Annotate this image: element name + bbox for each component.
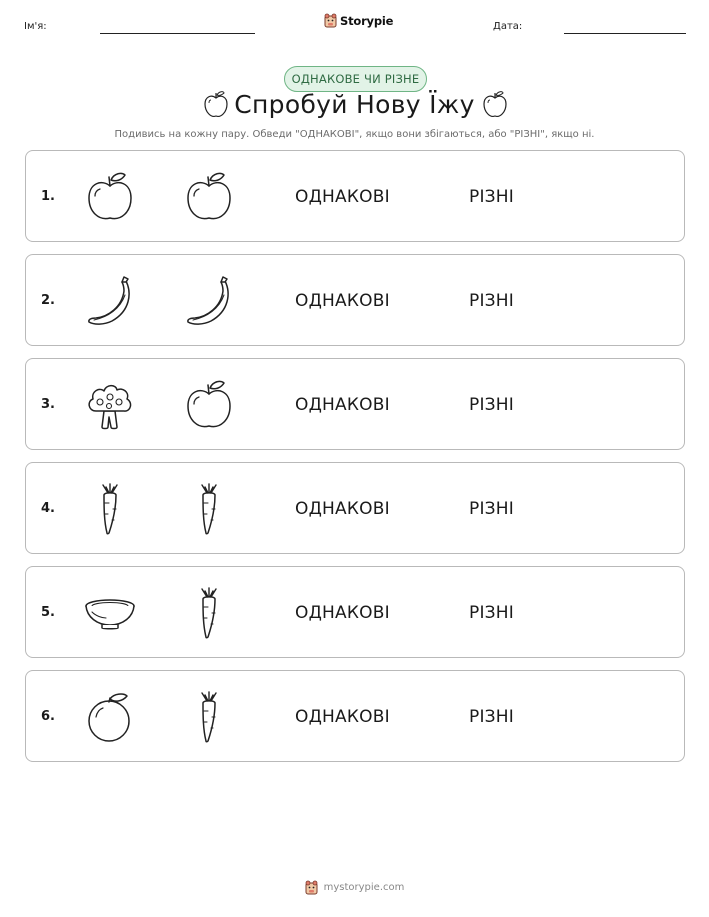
row-number: 1.	[41, 189, 55, 204]
apple-icon	[181, 377, 237, 433]
name-line[interactable]	[100, 33, 255, 34]
option-different[interactable]: РІЗНІ	[469, 499, 514, 519]
option-different[interactable]: РІЗНІ	[469, 603, 514, 623]
option-different[interactable]: РІЗНІ	[469, 291, 514, 311]
name-label: Ім'я:	[24, 21, 47, 32]
brand-logo	[324, 13, 393, 28]
footer	[0, 880, 709, 895]
apple-icon	[181, 169, 237, 225]
carrot-icon	[181, 585, 237, 641]
page-title: Спробуй Нову Їжу	[234, 90, 475, 119]
broccoli-icon	[82, 377, 138, 433]
exercise-row-1	[25, 150, 685, 242]
orange-icon	[82, 689, 138, 745]
exercise-row-3	[25, 358, 685, 450]
row-number: 5.	[41, 605, 55, 620]
brand-name: Storypie	[340, 13, 394, 28]
bear-logo-icon	[305, 880, 318, 895]
option-different[interactable]: РІЗНІ	[469, 707, 514, 727]
apple-icon	[481, 90, 509, 120]
worksheet-type-badge: ОДНАКОВЕ ЧИ РІЗНЕ	[284, 66, 427, 92]
exercise-row-2	[25, 254, 685, 346]
date-label: Дата:	[493, 21, 523, 32]
row-number: 4.	[41, 501, 55, 516]
option-same[interactable]: ОДНАКОВІ	[295, 499, 390, 519]
option-different[interactable]: РІЗНІ	[469, 395, 514, 415]
option-same[interactable]: ОДНАКОВІ	[295, 603, 390, 623]
banana-icon	[181, 273, 237, 329]
option-same[interactable]: ОДНАКОВІ	[295, 707, 390, 727]
option-different[interactable]: РІЗНІ	[469, 187, 514, 207]
bowl-icon	[82, 585, 138, 641]
apple-icon	[82, 169, 138, 225]
carrot-icon	[181, 481, 237, 537]
bear-logo-icon	[324, 13, 337, 28]
exercise-row-4	[25, 462, 685, 554]
option-same[interactable]: ОДНАКОВІ	[295, 291, 390, 311]
exercise-row-5	[25, 566, 685, 658]
row-number: 2.	[41, 293, 55, 308]
date-line[interactable]	[564, 33, 686, 34]
carrot-icon	[82, 481, 138, 537]
option-same[interactable]: ОДНАКОВІ	[295, 187, 390, 207]
row-number: 6.	[41, 709, 55, 724]
carrot-icon	[181, 689, 237, 745]
banana-icon	[82, 273, 138, 329]
row-number: 3.	[41, 397, 55, 412]
option-same[interactable]: ОДНАКОВІ	[295, 395, 390, 415]
exercise-row-6	[25, 670, 685, 762]
footer-url: mystorypie.com	[323, 882, 405, 893]
instructions: Подивись на кожну пару. Обведи "ОДНАКОВІ", якщо вони збігаються, або "РІЗНІ", якщо ні.	[114, 129, 595, 140]
